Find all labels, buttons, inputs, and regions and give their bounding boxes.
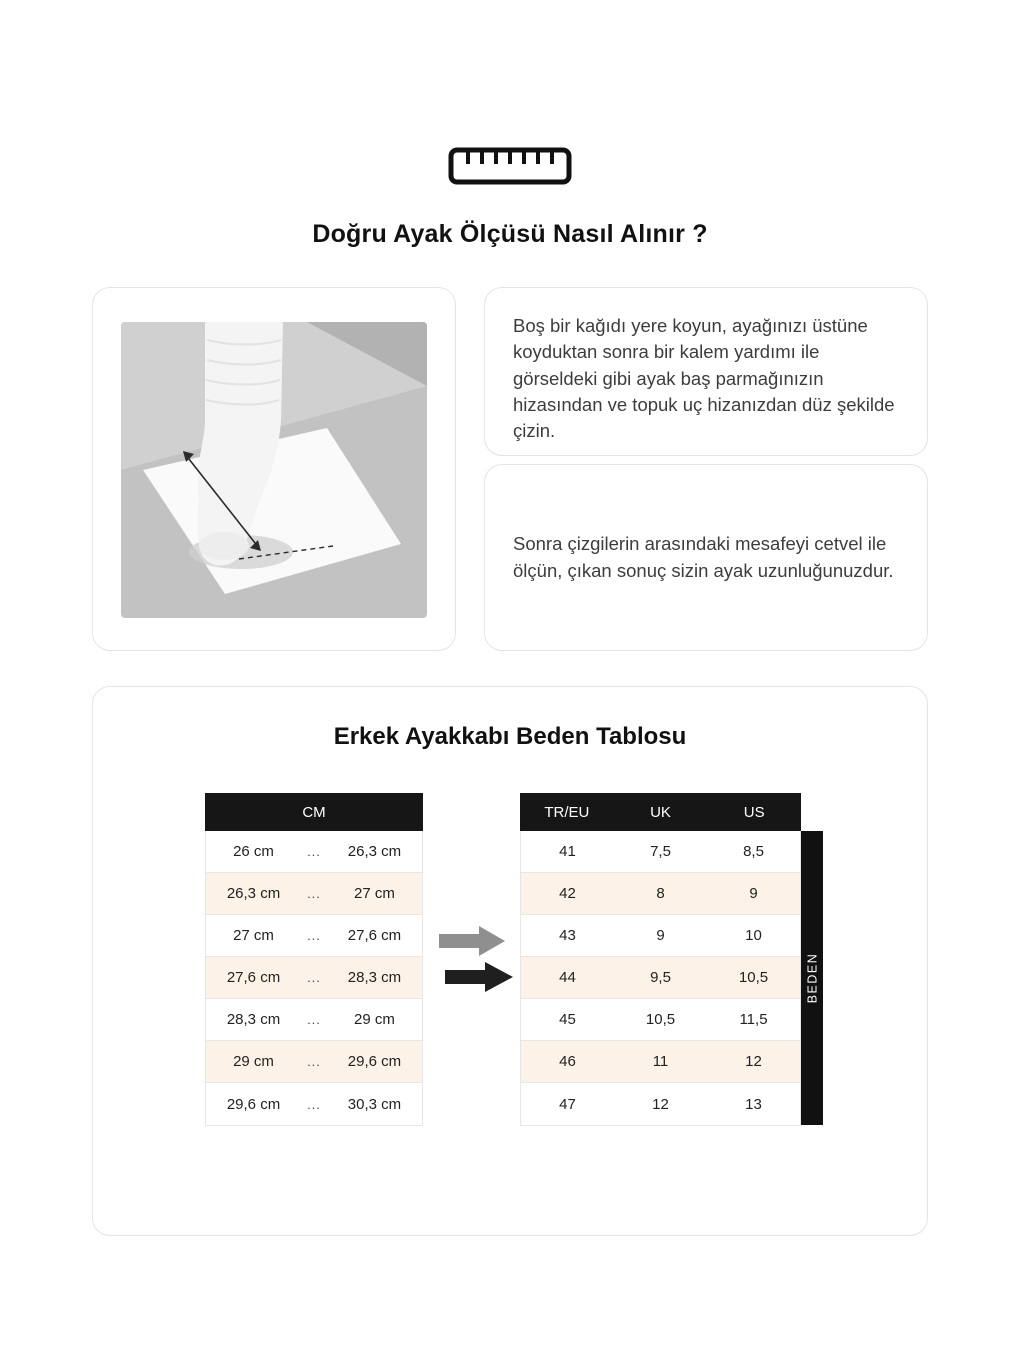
cm-to: 29 cm	[354, 1011, 395, 1028]
uk-value: 9	[656, 927, 665, 944]
uk-value: 9,5	[650, 969, 671, 986]
range-dots: ...	[307, 928, 321, 943]
page-title: Doğru Ayak Ölçüsü Nasıl Alınır ?	[312, 220, 708, 248]
tr-eu-value: 43	[559, 927, 576, 944]
ruler-icon	[448, 146, 572, 186]
size-chart-title: Erkek Ayakkabı Beden Tablosu	[333, 723, 687, 750]
cm-from: 26 cm	[233, 843, 274, 860]
size-table-row	[521, 957, 800, 999]
instruction-step-2: Sonra çizgilerin arasındaki mesafeyi cetvel ile ölçün, çıkan sonuç sizin ayak uzunluğunuzdur.	[513, 533, 894, 581]
cm-to: 27 cm	[354, 885, 395, 902]
cm-range-table	[205, 793, 423, 1126]
size-conversion-table	[520, 793, 801, 1126]
range-dots: ...	[307, 844, 321, 859]
cm-from: 26,3 cm	[226, 885, 281, 902]
cm-table-row	[206, 1083, 422, 1125]
cm-table-row	[206, 831, 422, 873]
beden-vertical-bar	[801, 831, 823, 1125]
us-value: 8,5	[743, 843, 764, 860]
beden-label: BEDEN	[805, 952, 820, 1004]
cm-to: 30,3 cm	[347, 1095, 402, 1113]
cm-table-row	[206, 873, 422, 915]
cm-table-row	[206, 957, 422, 999]
size-table-row	[521, 873, 800, 915]
size-table-row	[521, 1041, 800, 1083]
us-value: 13	[745, 1095, 762, 1113]
uk-value: 12	[652, 1095, 669, 1113]
tr-eu-value: 44	[559, 969, 576, 986]
cm-table-body	[205, 831, 423, 1126]
conversion-arrows-icon	[437, 920, 517, 992]
tr-eu-value: 42	[559, 885, 576, 902]
range-dots: ...	[307, 1054, 321, 1069]
measurement-photo-card	[92, 287, 456, 651]
cm-to: 27,6 cm	[347, 927, 402, 944]
cm-table-row	[206, 1041, 422, 1083]
cm-table-row	[206, 999, 422, 1041]
cm-from: 29 cm	[233, 1053, 274, 1070]
range-dots: ...	[307, 1012, 321, 1027]
range-dots: ...	[307, 886, 321, 901]
us-value: 11,5	[739, 1011, 768, 1028]
instruction-card-1	[484, 287, 928, 456]
cm-to: 28,3 cm	[347, 969, 402, 986]
us-value: 9	[749, 885, 758, 902]
range-dots: ...	[307, 1096, 321, 1112]
cm-from: 27 cm	[233, 927, 274, 944]
tr-eu-value: 47	[559, 1095, 576, 1113]
instruction-step-1: Boş bir kağıdı yere koyun, ayağınızı üstüne koyduktan sonra bir kalem yardımı ile görseldeki gibi ayak baş parmağınızın hizasından ve topuk uç hizanızdan düz şekilde çizin.	[513, 315, 895, 442]
size-table-row	[521, 915, 800, 957]
header-us: US	[743, 803, 765, 821]
us-value: 10	[745, 927, 762, 944]
cm-table-header	[205, 793, 423, 831]
us-value: 12	[745, 1053, 762, 1070]
instruction-card-2	[484, 464, 928, 651]
tr-eu-value: 46	[559, 1053, 576, 1070]
us-value: 10,5	[738, 969, 769, 986]
size-table-row	[521, 1083, 800, 1125]
uk-value: 8	[656, 885, 665, 902]
uk-value: 11	[652, 1053, 669, 1070]
cm-from: 28,3 cm	[226, 1011, 281, 1028]
header-tr-eu: TR/EU	[544, 803, 590, 821]
cm-from: 29,6 cm	[226, 1095, 281, 1113]
uk-value: 10,5	[645, 1011, 676, 1028]
uk-value: 7,5	[650, 843, 671, 860]
size-table-row	[521, 999, 800, 1041]
size-table-row	[521, 831, 800, 873]
cm-table-row	[206, 915, 422, 957]
range-dots: ...	[307, 970, 321, 985]
tr-eu-value: 45	[559, 1011, 576, 1028]
cm-header-label: CM	[302, 803, 326, 821]
cm-from: 27,6 cm	[226, 969, 281, 986]
size-table-body	[520, 831, 801, 1126]
foot-measurement-photo	[121, 322, 427, 618]
header-uk: UK	[650, 803, 671, 821]
cm-to: 29,6 cm	[347, 1053, 402, 1070]
size-table-header	[520, 793, 801, 831]
tr-eu-value: 41	[559, 843, 576, 860]
cm-to: 26,3 cm	[347, 843, 402, 860]
